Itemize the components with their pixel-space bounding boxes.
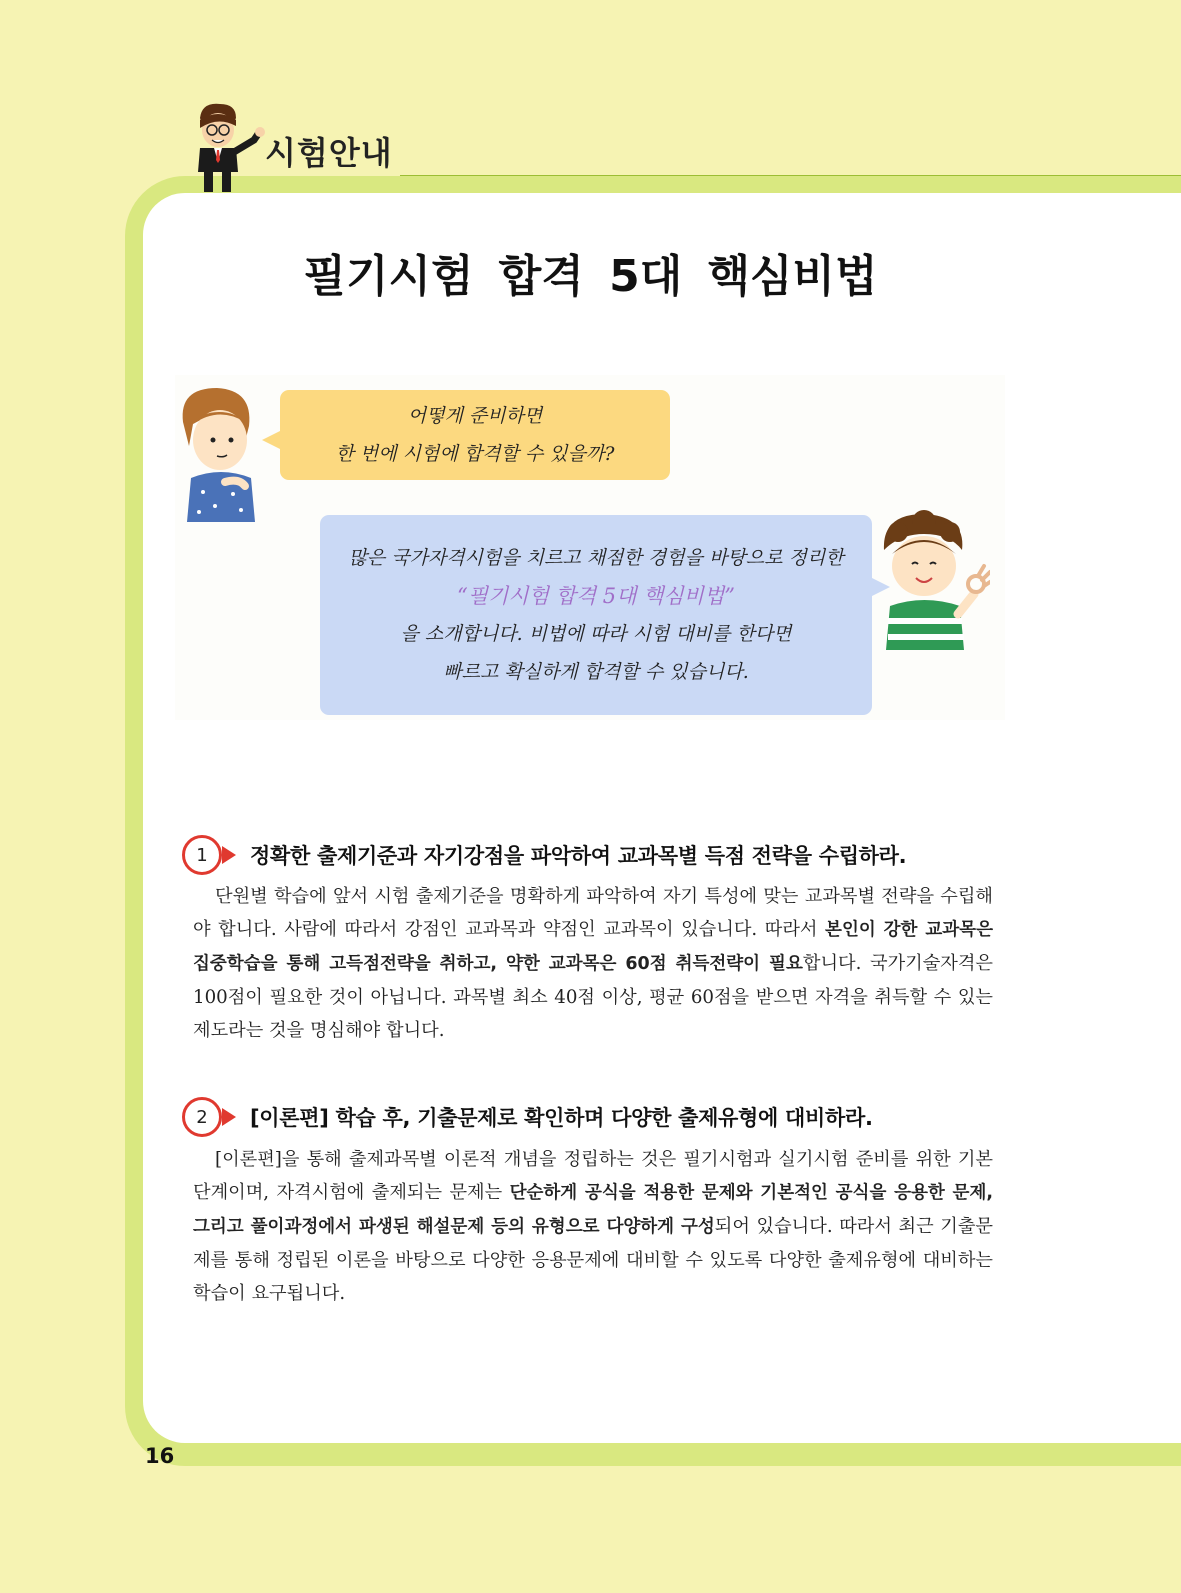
section-number-badge: 2 (182, 1097, 222, 1137)
answer-bubble (320, 515, 872, 715)
answer-highlight: “필기시험 합격 5대 핵심비법” (456, 584, 735, 608)
section-2-body (193, 1143, 993, 1310)
section-2-emphasis: 단순하게 공식을 적용한 문제와 기본적인 공식을 응용한 문제, 그리고 풀이과정에서 파생된 해설문제 등의 유형으로 다양하게 구성 (193, 1183, 994, 1237)
section-2-header (182, 1097, 873, 1137)
question-bubble (280, 390, 670, 480)
thinking-girl-icon (175, 382, 265, 522)
arrow-right-icon (222, 1108, 236, 1126)
question-line-1: 어떻게 준비하면 (407, 405, 543, 427)
section-number-badge: 1 (182, 835, 222, 875)
section-1-text-b: 합니다. 국가기술자격은 100점이 필요한 것이 아닙니다. 과목별 최소 40점 이상, 평균 60점을 받으면 자격을 취득할 수 있는 제도라는 것을 명심해야 합니다. (193, 953, 994, 1041)
section-1-text-a: 단원별 학습에 앞서 시험 출제기준을 명확하게 파악하여 자기 특성에 맞는 교과목별 전략을 수립해야 합니다. 사람에 따라서 강점인 교과목과 약점인 교과목이 있습니다. 따라서 (193, 886, 993, 940)
section-2-text-a: [이론편]을 통해 출제과목별 이론적 개념을 정립하는 것은 필기시험과 실기시험 준비를 위한 기본단계이며, 자격시험에 출제되는 문제는 (193, 1149, 993, 1203)
section-1-header (182, 835, 906, 875)
ok-boy-icon (880, 510, 990, 650)
question-line-2: 한 번에 시험에 합격할 수 있을까? (335, 443, 615, 465)
section-1-emphasis: 본인이 강한 교과목은 집중학습을 통해 고득점전략을 취하고, 약한 교과목은 60점 취득전략이 필요 (193, 920, 993, 974)
page-title: 필기시험 합격 5대 핵심비법 (303, 251, 878, 302)
answer-line-3: 을 소개합니다. 비법에 따라 시험 대비를 한다면 (400, 623, 792, 645)
arrow-right-icon (222, 846, 236, 864)
section-2-text-b: 되어 있습니다. 따라서 최근 기출문제를 통해 정립된 이론을 바탕으로 다양한 응용문제에 대비할 수 있도록 다양한 출제유형에 대비하는 학습이 요구됩니다. (193, 1216, 993, 1304)
section-1-body (193, 880, 993, 1047)
answer-line-4: 빠르고 확실하게 합격할 수 있습니다. (443, 661, 749, 683)
section-1-title: 정확한 출제기준과 자기강점을 파악하여 교과목별 득점 전략을 수립하라. (250, 844, 907, 868)
section-2-title: [이론편] 학습 후, 기출문제로 확인하며 다양한 출제유형에 대비하라. (250, 1106, 873, 1130)
teacher-mascot-icon (190, 100, 275, 195)
answer-line-1: 많은 국가자격시험을 치르고 채점한 경험을 바탕으로 정리한 (348, 547, 844, 569)
header-title: 시험안내 (265, 134, 393, 172)
page-number: 16 (145, 1444, 175, 1468)
